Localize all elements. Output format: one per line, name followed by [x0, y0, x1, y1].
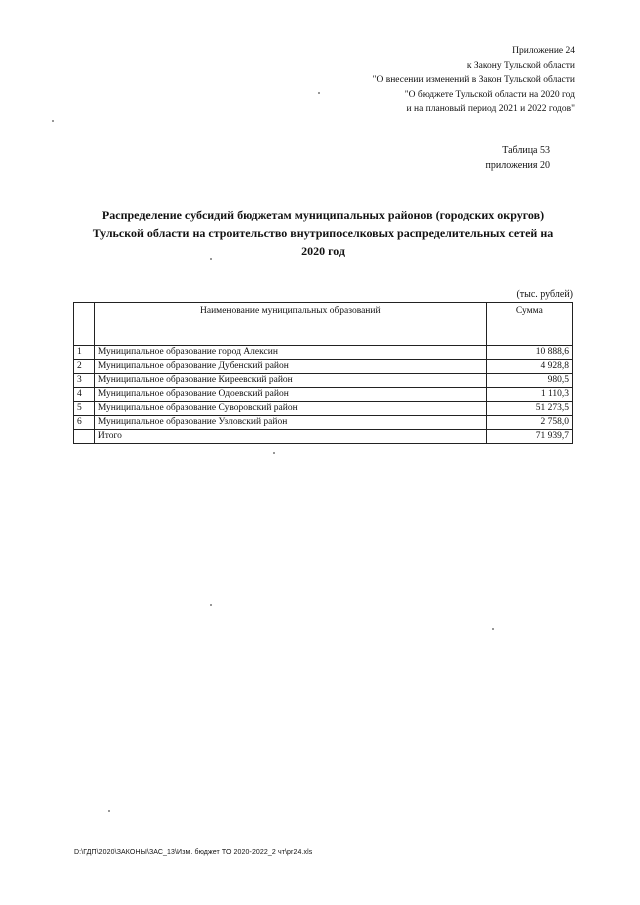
appendix-line: к Закону Тульской области	[466, 60, 575, 71]
row-sum: 1 110,3	[486, 388, 572, 402]
scan-speck	[273, 452, 275, 454]
header-sum: Сумма	[486, 303, 572, 346]
row-number: 4	[74, 388, 95, 402]
scan-speck	[108, 810, 110, 812]
appendix-line: и на плановый период 2021 и 2022 годов"	[406, 104, 575, 114]
row-name: Муниципальное образование город Алексин	[94, 346, 486, 360]
total-number	[74, 430, 95, 444]
scan-speck	[52, 120, 54, 122]
subsidy-table	[73, 302, 573, 444]
header-number	[74, 303, 95, 346]
row-sum: 980,5	[486, 374, 572, 388]
scan-speck	[492, 628, 494, 630]
total-sum: 71 939,7	[486, 430, 572, 444]
appendix-number: приложения 20	[485, 160, 550, 171]
scan-speck	[210, 604, 212, 606]
total-label: Итого	[94, 430, 486, 444]
document-title	[68, 206, 578, 260]
row-number: 3	[74, 374, 95, 388]
scan-speck	[210, 258, 212, 260]
row-number: 6	[74, 416, 95, 430]
row-sum: 10 888,6	[486, 346, 572, 360]
appendix-header	[330, 44, 575, 117]
row-name: Муниципальное образование Киреевский район	[94, 374, 486, 388]
table-header-row	[74, 303, 573, 346]
row-number: 5	[74, 402, 95, 416]
title-line: Распределение субсидий бюджетам муниципальных районов (городских округов)	[101, 208, 545, 222]
title-line: 2020 год	[301, 244, 345, 258]
table-row	[74, 388, 573, 402]
table-row	[74, 374, 573, 388]
title-line: Тульской области на строительство внутрипоселковых распределительных сетей на	[92, 226, 554, 240]
row-name: Муниципальное образование Суворовский район	[94, 402, 486, 416]
table-row	[74, 346, 573, 360]
file-path-footer: D:\ГДП\2020\ЗАКОНЫ\ЗАС_13\Изм. бюджет ТО 2020-2022_2 чт\pr24.xls	[74, 849, 313, 856]
table-reference	[430, 143, 550, 173]
row-name: Муниципальное образование Дубенский район	[94, 360, 486, 374]
row-name: Муниципальное образование Узловский район	[94, 416, 486, 430]
row-sum: 4 928,8	[486, 360, 572, 374]
row-number: 2	[74, 360, 95, 374]
table-row	[74, 402, 573, 416]
row-number: 1	[74, 346, 95, 360]
units-label: (тыс. рублей)	[516, 289, 573, 300]
header-name: Наименование муниципальных образований	[94, 303, 486, 346]
total-row	[74, 430, 573, 444]
row-sum: 51 273,5	[486, 402, 572, 416]
scan-speck	[318, 92, 320, 94]
appendix-line: "О внесении изменений в Закон Тульской области	[372, 75, 575, 85]
table-row	[74, 416, 573, 430]
appendix-line: "О бюджете Тульской области на 2020 год	[404, 89, 575, 100]
appendix-line: Приложение 24	[512, 46, 575, 56]
table-number: Таблица 53	[502, 145, 550, 156]
row-name: Муниципальное образование Одоевский район	[94, 388, 486, 402]
row-sum: 2 758,0	[486, 416, 572, 430]
table-row	[74, 360, 573, 374]
